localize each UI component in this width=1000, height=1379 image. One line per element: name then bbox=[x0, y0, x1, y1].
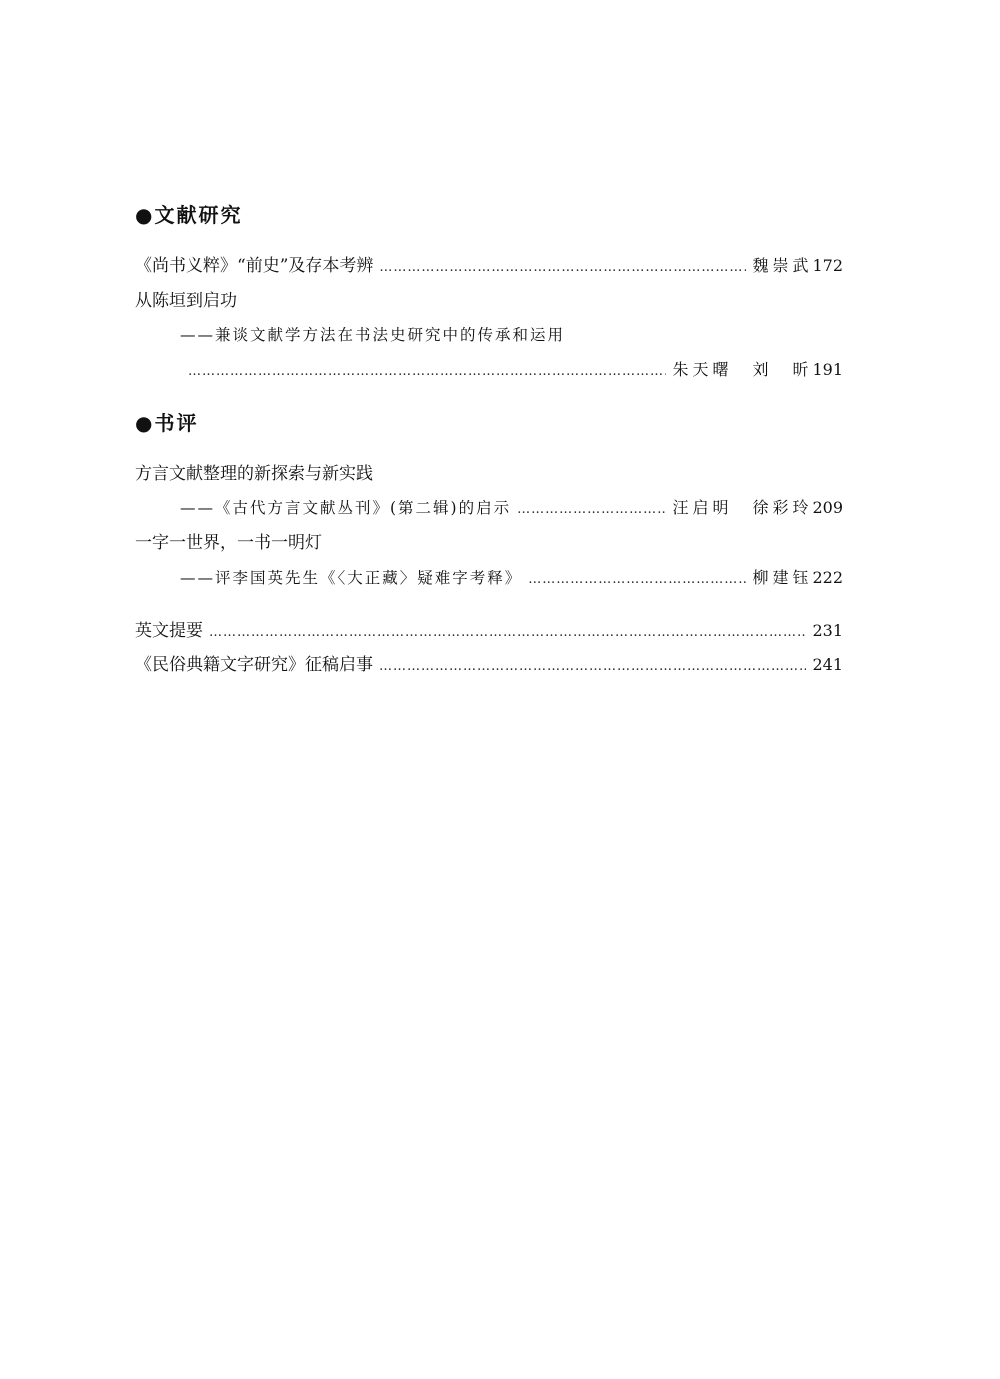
entry-title: 一字一世界，一书一明灯 bbox=[135, 533, 322, 553]
entry-page-number: 241 bbox=[812, 655, 843, 674]
entry-title: 从陈垣到启功 bbox=[135, 291, 237, 311]
entry-author: 魏崇武 bbox=[752, 256, 813, 275]
section-heading-book-review: ●书评 bbox=[135, 411, 199, 435]
entry-page-number: 172 bbox=[812, 256, 843, 275]
toc-entry-title-line[interactable] bbox=[135, 530, 843, 556]
toc-entry-author-line bbox=[188, 357, 843, 383]
entry-subtitle: ——兼谈文献学方法在书法史研究中的传承和运用 bbox=[180, 326, 566, 344]
entry-page-number: 209 bbox=[812, 498, 843, 517]
entry-author: 柳建钰 bbox=[752, 568, 813, 587]
entry-author: 朱天曙 刘 昕 bbox=[672, 360, 813, 379]
entry-page-number: 222 bbox=[812, 568, 843, 587]
toc-entry[interactable] bbox=[135, 652, 843, 678]
entry-page-number: 231 bbox=[812, 621, 843, 640]
entry-author: 汪启明 徐彩玲 bbox=[672, 498, 813, 517]
toc-entry[interactable] bbox=[135, 618, 843, 644]
entry-page-number: 191 bbox=[812, 360, 843, 379]
toc-entry-title-line[interactable] bbox=[135, 288, 843, 314]
toc-entry-subtitle-line bbox=[180, 495, 843, 521]
dot-leader bbox=[188, 359, 666, 385]
entry-title: 《尚书义粹》“前史”及存本考辨 bbox=[135, 256, 374, 276]
toc-entry[interactable] bbox=[135, 253, 843, 279]
dot-leader bbox=[517, 497, 666, 523]
toc-entry-subtitle-line bbox=[180, 565, 843, 591]
entry-title: 方言文献整理的新探索与新实践 bbox=[135, 464, 373, 484]
entry-title: 《民俗典籍文字研究》征稿启事 bbox=[135, 655, 373, 675]
dot-leader bbox=[379, 654, 806, 680]
entry-subtitle: ——《古代方言文献丛刊》(第二辑)的启示 bbox=[180, 499, 512, 517]
dot-leader bbox=[379, 255, 746, 281]
toc-entry-subtitle-line bbox=[180, 322, 843, 348]
entry-subtitle: ——评李国英先生《〈大正藏〉疑难字考释》 bbox=[180, 569, 523, 587]
entry-title: 英文提要 bbox=[135, 621, 203, 641]
dot-leader bbox=[209, 620, 806, 646]
dot-leader bbox=[528, 567, 746, 593]
toc-entry-title-line[interactable] bbox=[135, 461, 843, 487]
section-heading-philology: ●文献研究 bbox=[135, 203, 243, 227]
